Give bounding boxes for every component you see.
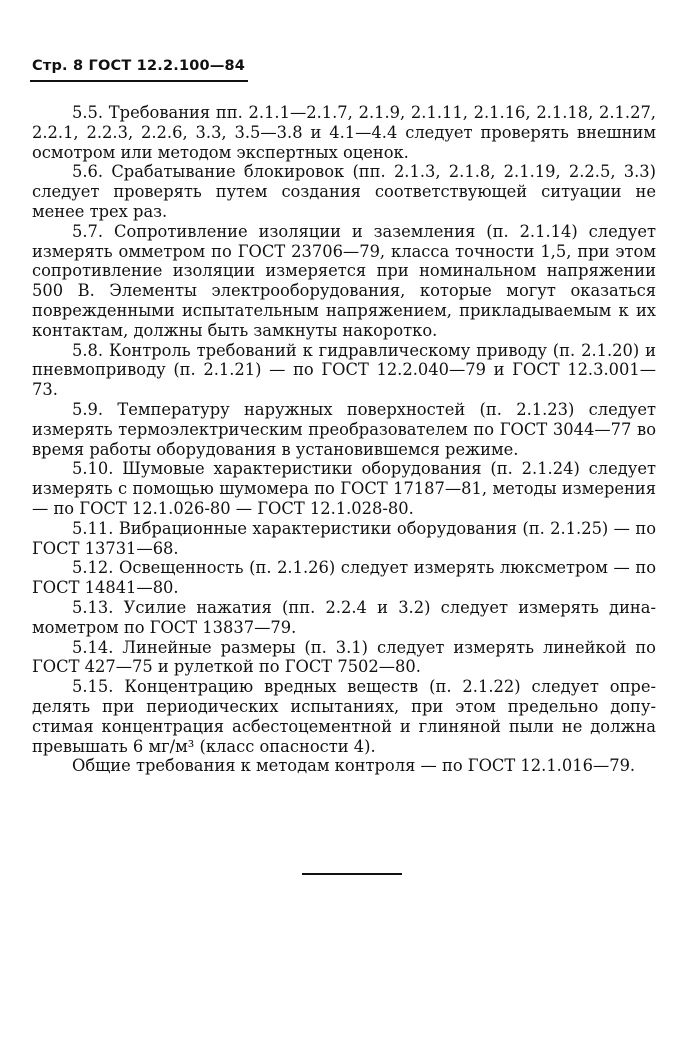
paragraph-general-requirements: Общие требования к методам контроля — по ГОСТ 12.1.016—79. bbox=[72, 756, 636, 776]
paragraph-5-7: 5.7. Сопротивление изоляции и заземления (п. 2.1.14) следует измерять омметром по ГОСТ 23706—79, класса точности 1,5, при этом сопротивление изоляции измеряется при номинальном напряжении 500 В. Элементы электрооборудования, которые могут оказаться поврежденными испытательным напряжением, прикладываемым к их контактам, должны быть замкнуты накоротко. bbox=[32, 221, 656, 340]
header-rule bbox=[30, 80, 248, 82]
paragraph-5-12: 5.12. Освещенность (п. 2.1.26) следует измерять люксметром — по ГОСТ 14841—80. bbox=[32, 558, 656, 598]
paragraph-5-6: 5.6. Срабатывание блокировок (пп. 2.1.3, 2.1.8, 2.1.19, 2.2.5, 3.3) следует проверять путем создания соответствующей ситуации не менее трех раз. bbox=[32, 162, 656, 221]
document-body bbox=[32, 103, 656, 776]
paragraph-5-9: 5.9. Температуру наружных поверхностей (п. 2.1.23) следует измерять термоэлектрическим преобразователем по ГОСТ 3044—77 во время работы оборудования в установившемся режиме. bbox=[32, 399, 656, 459]
paragraph-5-10: 5.10. Шумовые характеристики оборудования (п. 2.1.24) следует измерять с помощью шумомера по ГОСТ 17187—81, методы измерения — по ГОСТ 12.1.026-80 — ГОСТ 12.1.028-80. bbox=[32, 459, 656, 518]
paragraph-5-15: 5.15. Концентрацию вредных веществ (п. 2.1.22) следует определять при периодических испытаниях, при этом предельно допустимая концентрация асбестоцементной и глиняной пыли не должна превышать 6 мг/м³ (класс опасности 4). bbox=[32, 677, 656, 756]
paragraph-5-14: 5.14. Линейные размеры (п. 3.1) следует измерять линейкой по ГОСТ 427—75 и рулеткой по ГОСТ 7502—80. bbox=[32, 637, 656, 677]
paragraph-5-13: 5.13. Усилие нажатия (пп. 2.2.4 и 3.2) следует измерять динамометром по ГОСТ 13837—79. bbox=[32, 597, 656, 637]
paragraph-5-11: 5.11. Вибрационные характеристики оборудования (п. 2.1.25) — по ГОСТ 13731—68. bbox=[32, 518, 656, 558]
running-header: Стр. 8 ГОСТ 12.2.100—84 bbox=[32, 58, 246, 74]
paragraph-5-8: 5.8. Контроль требований к гидравлическому приводу (п. 2.1.20) и пневмоприводу (п. 2.1.21) — по ГОСТ 12.2.040—79 и ГОСТ 12.3.001—73. bbox=[32, 340, 656, 400]
paragraph-5-5: 5.5. Требования пп. 2.1.1—2.1.7, 2.1.9, 2.1.11, 2.1.16, 2.1.18, 2.1.27, 2.2.1, 2.2.3, 2.2.6, 3.3, 3.5—3.8 и 4.1—4.4 следует проверять внешним осмотром или методом экспертных оценок. bbox=[32, 103, 656, 162]
end-rule bbox=[302, 873, 402, 875]
